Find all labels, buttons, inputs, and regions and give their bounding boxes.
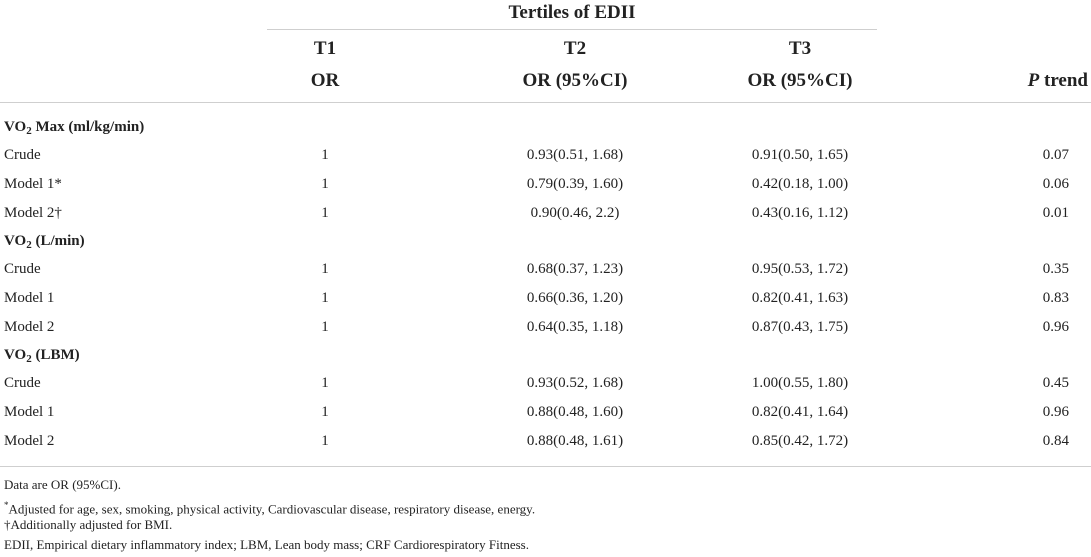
row-label: Model 2 (4, 433, 55, 449)
cell-t3: 0.42(0.18, 1.00) (751, 176, 849, 192)
column-header-t2-title: T2 (563, 38, 587, 59)
cell-t3: 0.85(0.42, 1.72) (751, 433, 849, 449)
cell-t2: 0.64(0.35, 1.18) (526, 319, 624, 335)
cell-p-trend: 0.07 (1042, 147, 1069, 163)
table-row (0, 170, 1091, 198)
cell-t3: 0.95(0.53, 1.72) (751, 261, 849, 277)
cell-t2: 0.90(0.46, 2.2) (530, 205, 620, 221)
section-title: $VO_2$ (L/min) (4, 233, 85, 251)
header-rule (0, 102, 1091, 103)
column-header-t2 (470, 33, 680, 97)
row-label: Model 1 (4, 404, 55, 420)
cell-p-trend: 0.96 (1042, 319, 1069, 335)
p-trend-word: trend (1039, 70, 1088, 91)
cell-t1: 1 (321, 147, 329, 163)
cell-p-trend: 0.35 (1042, 261, 1069, 277)
table-bottom-rule (0, 466, 1091, 467)
table-row (0, 255, 1091, 283)
cell-t3: 0.91(0.50, 1.65) (751, 147, 849, 163)
column-header-p-trend (990, 65, 1088, 97)
column-header-t3 (700, 33, 900, 97)
table-row (0, 313, 1091, 341)
cell-t1: 1 (321, 261, 329, 277)
section-header-vo2-lbm (0, 341, 1091, 369)
cell-p-trend: 0.01 (1042, 205, 1069, 221)
cell-t1: 1 (321, 375, 329, 391)
cell-t2: 0.88(0.48, 1.61) (526, 433, 624, 449)
section-header-vo2-l-min (0, 227, 1091, 255)
cell-t1: 1 (321, 319, 329, 335)
column-header-t3-sub: OR (95%CI) (747, 70, 853, 91)
row-label: Model 2 (4, 319, 55, 335)
cell-p-trend: 0.96 (1042, 404, 1069, 420)
cell-t2: 0.68(0.37, 1.23) (526, 261, 624, 277)
table-row (0, 398, 1091, 426)
row-label: Crude (4, 147, 41, 163)
row-label: Crude (4, 261, 41, 277)
cell-t1: 1 (321, 176, 329, 192)
column-header-t1-sub: OR (310, 70, 340, 91)
spanner-header: Tertiles of EDII (508, 2, 636, 23)
cell-p-trend: 0.84 (1042, 433, 1069, 449)
table-row (0, 369, 1091, 397)
cell-t3: 0.82(0.41, 1.64) (751, 404, 849, 420)
table-row (0, 427, 1091, 455)
section-title: $VO_2$ Max (ml/kg/min) (4, 119, 145, 137)
row-label: Model 1* (4, 176, 62, 192)
cell-t2: 0.66(0.36, 1.20) (526, 290, 624, 306)
row-label: Model 2† (4, 205, 62, 221)
section-header-vo2-max (0, 113, 1091, 141)
row-label: Model 1 (4, 290, 55, 306)
p-letter: P (1027, 70, 1040, 91)
column-header-t2-sub: OR (95%CI) (522, 70, 628, 91)
cell-t3: 1.00(0.55, 1.80) (751, 375, 849, 391)
cell-t1: 1 (321, 205, 329, 221)
cell-t1: 1 (321, 290, 329, 306)
row-label: Crude (4, 375, 41, 391)
footnote-data-note: Data are OR (95%CI). (4, 477, 121, 492)
cell-p-trend: 0.06 (1042, 176, 1069, 192)
cell-t1: 1 (321, 433, 329, 449)
column-header-t3-title: T3 (788, 38, 812, 59)
cell-t3: 0.87(0.43, 1.75) (751, 319, 849, 335)
footnote-model2: †Additionally adjusted for BMI. (4, 517, 173, 532)
cell-t2: 0.93(0.51, 1.68) (526, 147, 624, 163)
column-header-t1 (295, 33, 355, 97)
section-title: $VO_2$ (LBM) (4, 347, 80, 365)
table-row (0, 199, 1091, 227)
table-row (0, 284, 1091, 312)
cell-t3: 0.82(0.41, 1.63) (751, 290, 849, 306)
cell-t2: 0.79(0.39, 1.60) (526, 176, 624, 192)
cell-t2: 0.93(0.52, 1.68) (526, 375, 624, 391)
cell-p-trend: 0.45 (1042, 375, 1069, 391)
column-header-t1-title: T1 (313, 38, 337, 59)
cell-t2: 0.88(0.48, 1.60) (526, 404, 624, 420)
spanner-rule (267, 29, 877, 30)
footnote-model1: *Adjusted for age, sex, smoking, physical activity, Cardiovascular disease, respiratory disease, energy. (4, 500, 536, 517)
cell-p-trend: 0.83 (1042, 290, 1069, 306)
cell-t1: 1 (321, 404, 329, 420)
table-row (0, 141, 1091, 169)
footnote-abbreviations: EDII, Empirical dietary inflammatory index; LBM, Lean body mass; CRF Cardiorespiratory Fitness. (4, 537, 529, 552)
cell-t3: 0.43(0.16, 1.12) (751, 205, 849, 221)
